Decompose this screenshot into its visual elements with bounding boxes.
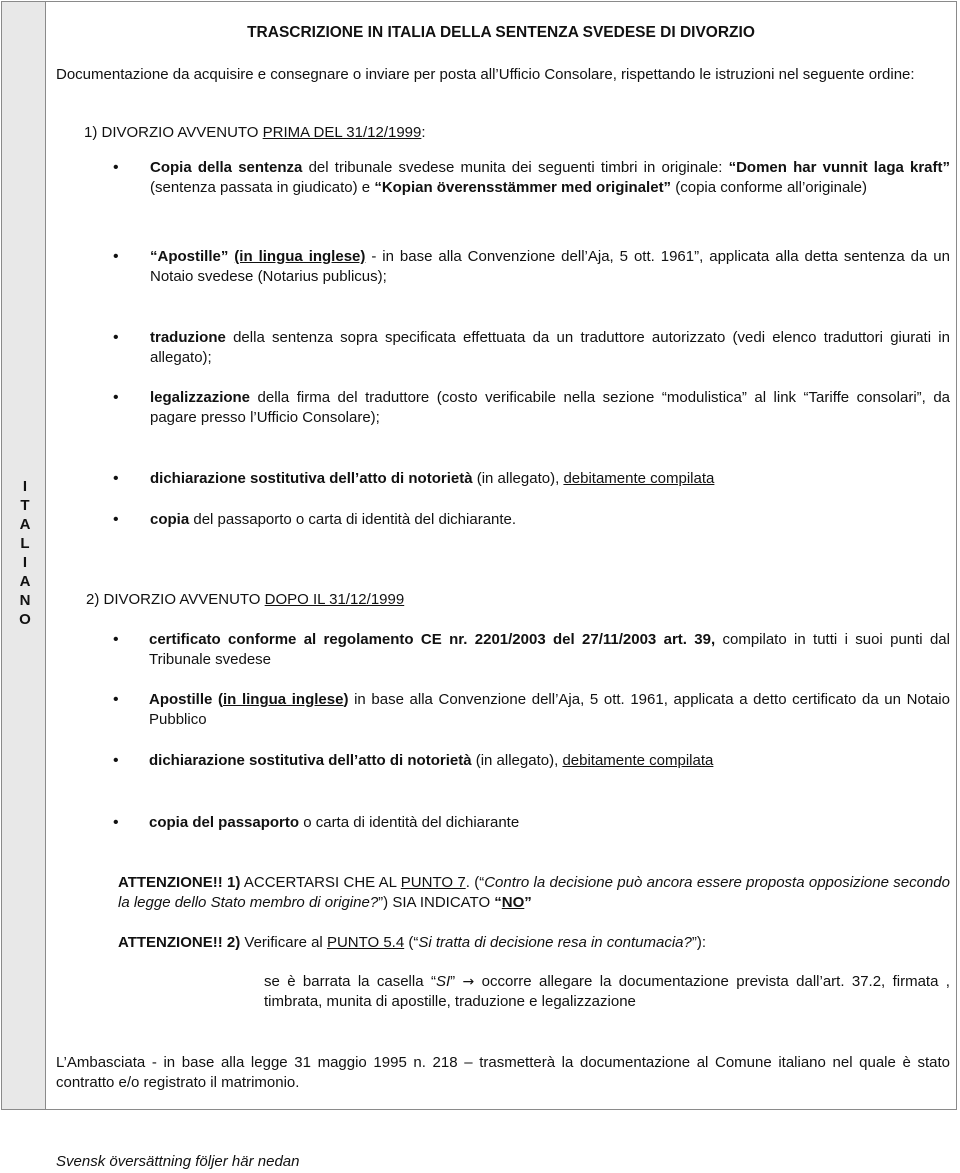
sidebar-letter: L <box>20 535 30 552</box>
language-sidebar <box>2 2 46 1109</box>
item-legalizzazione: legalizzazione della firma del traduttore (costo verificabile nella sezione “modulistica” al link “Tariffe consolari”, da pagare presso l’Ufficio Consolare); <box>150 389 950 426</box>
item-apostille: “Apostille” (in lingua inglese) - in base alla Convenzione dell’Aja, 5 ott. 1961”, applicata alla detta sentenza da un Notaio svedese (Notarius publicus); <box>150 248 950 285</box>
footer-note: Svensk översättning följer här nedan <box>56 1153 300 1170</box>
sidebar-letter: I <box>22 478 28 495</box>
sidebar-letter: T <box>20 497 30 514</box>
bullet-dot: • <box>113 159 119 176</box>
intro-paragraph: Documentazione da acquisire e consegnare o inviare per posta all’Ufficio Consolare, rispettando le istruzioni nel seguente ordine: <box>56 66 915 83</box>
sidebar-letter: A <box>19 516 31 533</box>
sidebar-letter: I <box>22 554 28 571</box>
item-copia-passaporto: copia del passaporto o carta di identità del dichiarante. <box>150 511 517 528</box>
sidebar-letter: O <box>19 611 31 628</box>
item-certificato: certificato conforme al regolamento CE nr. 2201/2003 del 27/11/2003 art. 39, compilato in tutti i suoi punti dal Tribunale svedese <box>149 631 950 668</box>
bullet-dot: • <box>113 511 119 528</box>
sidebar-letter: A <box>19 573 31 590</box>
item-dichiarazione: dichiarazione sostitutiva dell’atto di notorietà (in allegato), debitamente compilata <box>150 470 715 487</box>
bullet-dot: • <box>113 470 119 487</box>
bullet-dot: • <box>113 389 119 406</box>
item-copia-passaporto-2: copia del passaporto o carta di identità del dichiarante <box>149 814 520 831</box>
bullet-dot: • <box>113 752 119 769</box>
item-apostille-2: Apostille (in lingua inglese) in base alla Convenzione dell’Aja, 5 ott. 1961, applicata a detto certificato da un Notaio Pubblico <box>149 691 950 728</box>
section-1-heading: 1) DIVORZIO AVVENUTO PRIMA DEL 31/12/1999: <box>84 124 426 141</box>
bullet-dot: • <box>113 631 119 648</box>
bullet-dot: • <box>113 329 119 346</box>
closing-paragraph: L’Ambasciata - in base alla legge 31 maggio 1995 n. 218 – trasmetterà la documentazione al Comune italiano nel quale è stato contratto e/o registrato il matrimonio. <box>56 1054 950 1091</box>
item-dichiarazione-2: dichiarazione sostitutiva dell’atto di notorietà (in allegato), debitamente compilata <box>149 752 714 769</box>
bullet-dot: • <box>113 814 119 831</box>
arrow-right-icon: → <box>462 974 475 990</box>
document-title: TRASCRIZIONE IN ITALIA DELLA SENTENZA SVEDESE DI DIVORZIO <box>247 24 755 41</box>
bullet-dot: • <box>113 248 119 265</box>
attention-note-1: ATTENZIONE!! 1) ACCERTARSI CHE AL PUNTO 7. (“Contro la decisione può ancora essere proposta opposizione secondo la legge dello Stato membro di origine?”) SIA INDICATO “NO” <box>118 874 950 911</box>
section-2-heading: 2) DIVORZIO AVVENUTO DOPO IL 31/12/1999 <box>86 591 405 608</box>
item-traduzione: traduzione della sentenza sopra specificata effettuata da un traduttore autorizzato (vedi elenco traduttori giurati in allegato); <box>150 329 950 366</box>
attention-note-2: ATTENZIONE!! 2) Verificare al PUNTO 5.4 (“Si tratta di decisione resa in contumacia?”): <box>118 934 707 951</box>
item-copia-sentenza: Copia della sentenza del tribunale svedese munita dei seguenti timbri in originale: “Domen har vunnit laga kraft” (sentenza passata in giudicato) e “Kopian överensstämmer med originalet” (copia conforme all’originale) <box>150 159 951 196</box>
attention-note-2-detail: se è barrata la casella “SI” → occorre allegare la documentazione prevista dall’art. 37.2, firmata , timbrata, munita di apostille, traduzione e legalizzazione <box>264 973 950 1010</box>
bullet-dot: • <box>113 691 119 708</box>
sidebar-language-label <box>15 477 35 629</box>
sidebar-letter: N <box>19 592 31 609</box>
